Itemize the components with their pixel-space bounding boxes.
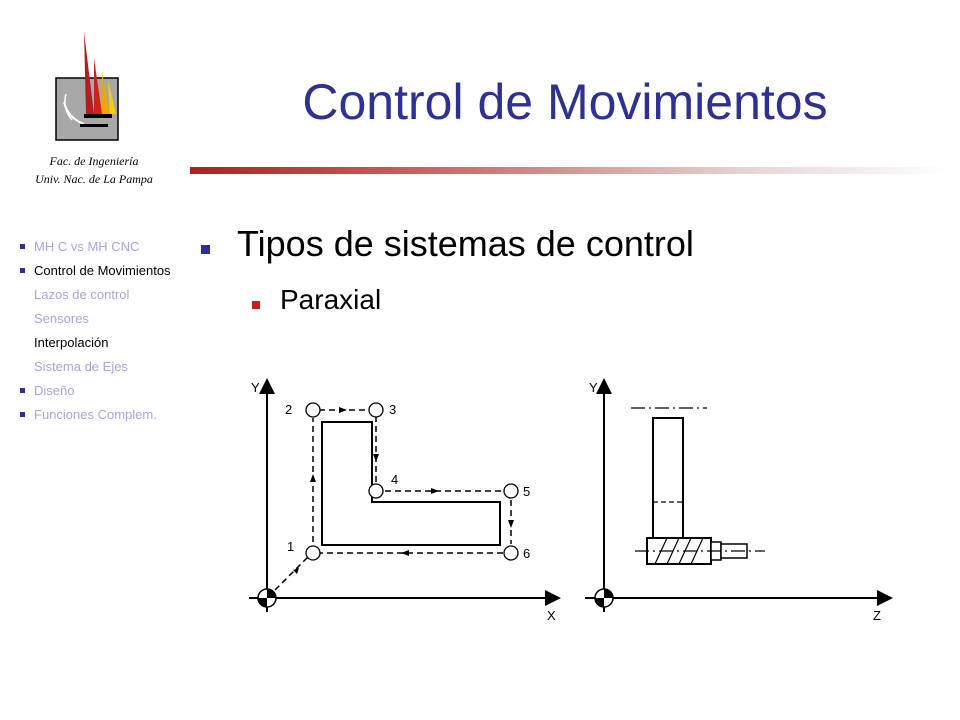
y-axis-label: Y — [251, 380, 260, 395]
nav-item-label: MH C vs MH CNC — [34, 239, 140, 254]
point-label-2: 2 — [285, 402, 293, 417]
nav-item-label: Diseño — [34, 383, 75, 398]
bullet-square — [201, 245, 210, 254]
x-axis-label: X — [547, 608, 556, 623]
nav-item-sensores[interactable] — [18, 310, 178, 327]
university-name: Univ. Nac. de La Pampa — [35, 172, 153, 186]
bullet-level-1 — [205, 222, 694, 266]
sidebar-nav — [18, 238, 178, 430]
z-axis-label: Z — [873, 608, 881, 623]
xy-plane-diagram — [249, 380, 556, 623]
institution-caption — [0, 152, 188, 188]
bullet-level-1-text: Tipos de sistemas de control — [237, 223, 694, 264]
y-axis-label-right: Y — [589, 380, 598, 395]
nav-bullet — [20, 388, 25, 393]
nav-item-sistema-de-ejes[interactable] — [18, 358, 178, 375]
nav-item-label: Lazos de control — [34, 287, 130, 302]
slide-title: Control de Movimientos — [302, 74, 828, 130]
nav-item-funciones-complem[interactable] — [18, 406, 178, 423]
nav-item-lazos-de-control[interactable] — [18, 286, 178, 303]
nav-bullet — [20, 268, 25, 273]
nav-item-diseno[interactable] — [18, 382, 178, 399]
nav-bullet — [20, 412, 25, 417]
nav-item-mh-vs-cnc[interactable] — [18, 238, 178, 255]
point-label-3: 3 — [389, 402, 397, 417]
bullet-square — [252, 301, 260, 309]
point-label-5: 5 — [523, 484, 531, 499]
nav-item-label: Sistema de Ejes — [34, 359, 128, 374]
nav-item-label: Sensores — [34, 311, 89, 326]
nav-item-control-de-movimientos[interactable] — [18, 262, 178, 279]
nav-item-interpolacion[interactable] — [18, 334, 178, 351]
paraxial-diagram — [235, 372, 895, 628]
yz-plane-diagram — [585, 380, 885, 623]
nav-item-label: Funciones Complem. — [34, 407, 157, 422]
faculty-name: Fac. de Ingeniería — [49, 154, 139, 168]
nav-item-label: Control de Movimientos — [34, 263, 171, 278]
title-divider — [190, 167, 950, 174]
nav-bullet — [20, 244, 25, 249]
university-logo — [54, 28, 122, 142]
point-label-1: 1 — [287, 539, 295, 554]
bullet-level-2 — [252, 282, 381, 318]
point-label-4: 4 — [391, 472, 399, 487]
bullet-level-2-text: Paraxial — [280, 284, 382, 315]
nav-item-label: Interpolación — [34, 335, 109, 350]
point-label-6: 6 — [523, 546, 531, 561]
